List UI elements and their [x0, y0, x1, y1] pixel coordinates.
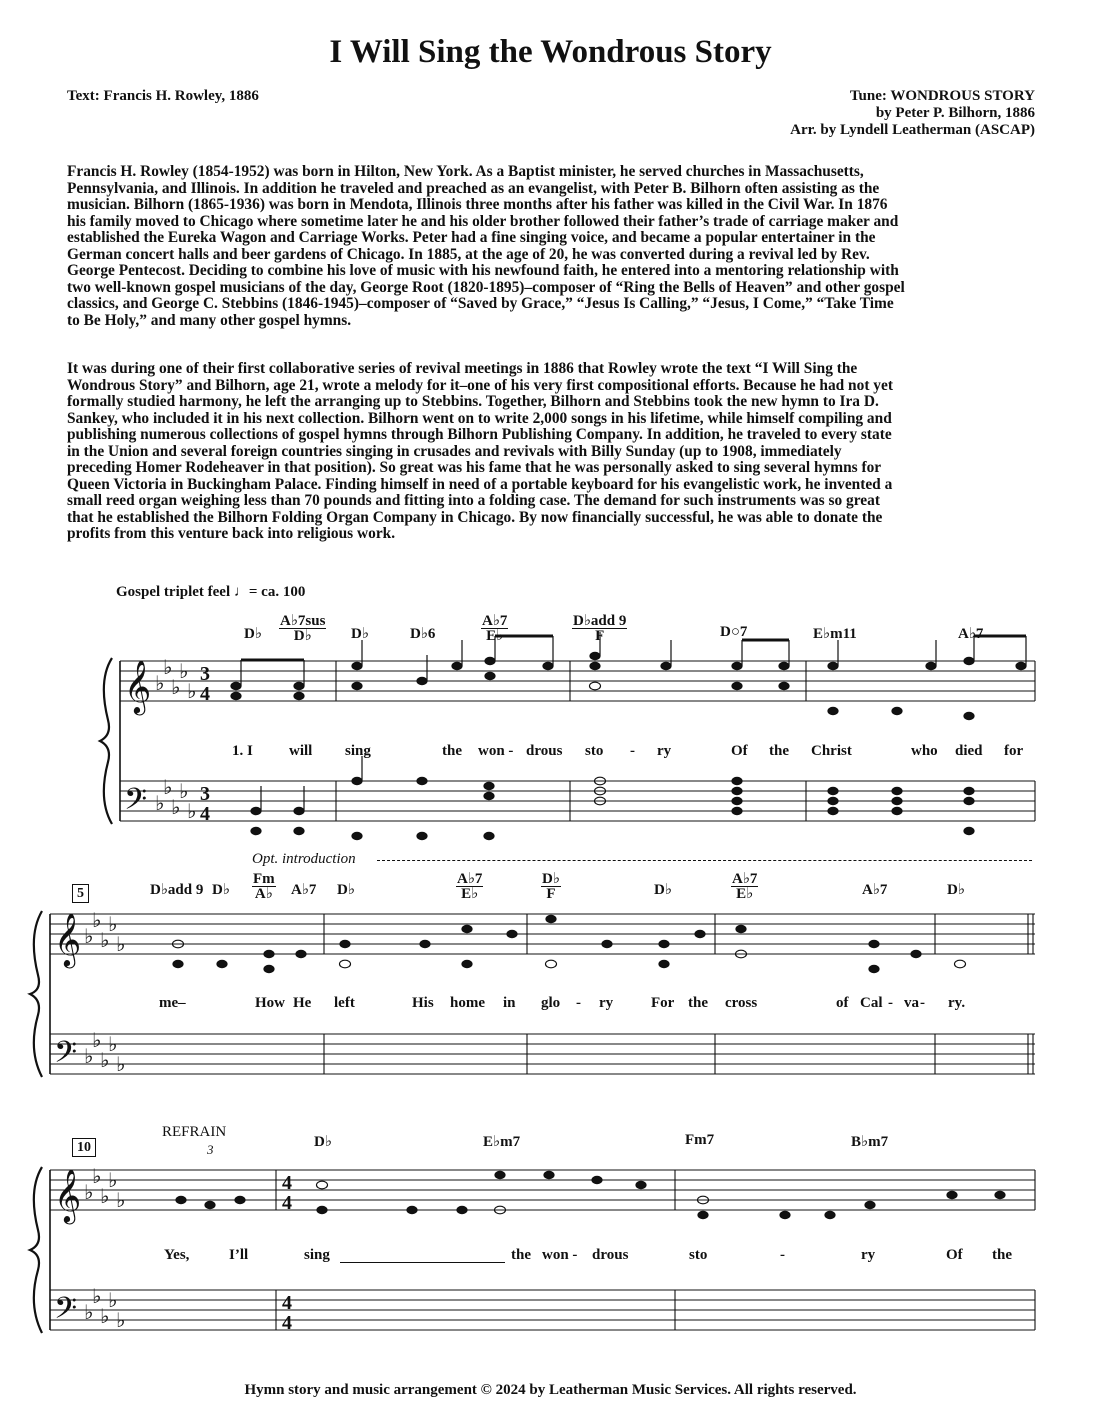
story-line: George Pentecost. Deciding to combine his love of music with his newfound faith, he entered into a mentoring relationship with	[67, 262, 899, 279]
lyric-syllable: sto	[689, 1247, 708, 1263]
svg-text:4: 4	[282, 1172, 292, 1194]
lyric-syllable: left	[334, 995, 355, 1011]
lyric-syllable: Yes,	[164, 1247, 190, 1263]
optional-introduction-bracket	[377, 860, 1032, 861]
svg-text:♭: ♭	[92, 1164, 102, 1188]
chord-symbol: D♭	[654, 882, 672, 898]
story-line: in the Union and several foreign countries singing in crusades and revivals with Billy Sunday (up to 1908, immediately	[67, 442, 842, 460]
chord-bass: F	[546, 886, 556, 902]
svg-text:♭: ♭	[100, 928, 110, 952]
composer-credit: by Peter P. Bilhorn, 1886	[875, 105, 1035, 121]
triplet-marker: 3	[207, 1142, 214, 1157]
key-signature-flats	[84, 655, 196, 1332]
lyric-syllable: ry.	[948, 995, 966, 1011]
story-line: publishing numerous collections of gospel hymns through Bilhorn Publishing Company. In addition, he traveled to every state	[67, 426, 892, 443]
notes	[173, 632, 1027, 1219]
treble-clef-icon: 𝄞	[54, 912, 82, 966]
chord-symbol	[541, 872, 561, 901]
lyric-syllable: -	[920, 995, 925, 1011]
tune-name: Tune: WONDROUS STORY	[849, 88, 1035, 104]
svg-text:♭: ♭	[187, 799, 197, 823]
bass-clef-icon: 𝄢	[54, 1036, 78, 1077]
lyric-syllable: drous	[592, 1247, 629, 1263]
lyric-syllable: sto	[585, 743, 604, 759]
chord-symbol: D♭6	[410, 626, 436, 642]
system-2-bass-staff	[50, 1034, 1035, 1074]
svg-text:4: 4	[200, 803, 210, 825]
svg-text:♭: ♭	[116, 1052, 126, 1076]
chord-symbol: D♭	[314, 1134, 332, 1150]
chord-symbol: A♭7	[958, 626, 984, 642]
svg-text:♭: ♭	[116, 932, 126, 956]
story-line: established the Eureka Wagon and Carriage Works. Peter had a fine singing voice, and became a popular entertainer in the	[67, 229, 876, 246]
lyric-syllable: me–	[159, 995, 186, 1011]
chord-upper: A♭7	[482, 613, 508, 629]
chord-symbol	[279, 614, 326, 643]
svg-text:♭: ♭	[179, 659, 189, 683]
story-line: musician. Bilhorn (1865-1936) was born in Mendota, Illinois three months after his father was killed in the Civil War. In 1876	[67, 196, 888, 213]
lyric-syllable: the	[442, 743, 462, 759]
svg-text:4: 4	[282, 1312, 292, 1334]
chord-symbol: B♭m7	[851, 1134, 889, 1150]
svg-text:♭: ♭	[108, 912, 118, 936]
tempo-marking: Gospel triplet feel ♩= ca. 100	[116, 584, 306, 600]
treble-clef-icon: 𝄞	[54, 1168, 82, 1222]
svg-text:♭: ♭	[187, 679, 197, 703]
svg-text:♭: ♭	[92, 1284, 102, 1308]
lyric-syllable: -	[888, 995, 893, 1011]
svg-text:♭: ♭	[84, 1300, 94, 1324]
chord-upper: A♭7	[457, 871, 483, 887]
chord-symbol	[252, 872, 276, 901]
lyric-syllable: the	[992, 1247, 1012, 1263]
svg-text:♭: ♭	[100, 1184, 110, 1208]
svg-text:♭: ♭	[100, 1304, 110, 1328]
lyric-syllable: won -	[478, 743, 514, 759]
chord-symbol	[731, 872, 758, 901]
story-line: Sankey, who included it in his next collection. Bilhorn went on to write 2,000 songs in his lifetime, while himself compiling and	[67, 409, 892, 427]
svg-text:♭: ♭	[84, 924, 94, 948]
lyric-syllable: sing	[345, 743, 371, 759]
lyric-syllable: sing	[304, 1247, 330, 1263]
chord-symbol: D♭	[337, 882, 355, 898]
measure-number: 10	[72, 1138, 96, 1157]
lyric-syllable: ry	[657, 743, 672, 759]
svg-text:♭: ♭	[108, 1032, 118, 1056]
lyric-syllable: -	[630, 743, 635, 759]
bass-clef-icon: 𝄢	[124, 783, 148, 824]
svg-text:3: 3	[200, 783, 210, 805]
lyric-syllable: 1. I	[232, 743, 253, 759]
lyric-syllable: the	[688, 995, 708, 1011]
lyric-syllable: He	[293, 995, 312, 1011]
svg-text:♭: ♭	[163, 775, 173, 799]
lyric-syllable: glo	[541, 995, 561, 1011]
svg-text:♭: ♭	[92, 1028, 102, 1052]
chord-symbol: A♭7	[291, 882, 317, 898]
chord-symbol: E♭m11	[813, 626, 857, 642]
chord-upper: A♭7	[732, 871, 758, 887]
svg-text:♭: ♭	[171, 795, 181, 819]
chord-upper: D♭add 9	[573, 613, 627, 629]
story-line: German concert halls and beer gardens of Chicago. In 1885, at the age of 20, he was converted during a revival led by Rev.	[67, 245, 870, 263]
lyric-syllable: Christ	[811, 743, 852, 759]
svg-text:♭: ♭	[179, 779, 189, 803]
lyric-syllable: ry	[861, 1247, 876, 1263]
svg-text:♭: ♭	[84, 1044, 94, 1068]
chord-symbol	[572, 614, 627, 643]
svg-text:4: 4	[200, 683, 210, 705]
chord-symbol	[481, 614, 508, 643]
lyric-extender	[340, 1262, 505, 1263]
lyric-syllable: For	[651, 995, 675, 1011]
story-line: two well-known gospel musicians of the day, George Root (1820-1895)–composer of “Ring the Bells of Heaven” and other gospel	[67, 278, 905, 296]
svg-text:4: 4	[282, 1192, 292, 1214]
lyric-syllable: Cal	[860, 995, 883, 1011]
svg-text:♭: ♭	[171, 675, 181, 699]
lyric-syllable: home	[450, 995, 485, 1011]
svg-text:♭: ♭	[108, 1288, 118, 1312]
chord-bass: E♭	[486, 628, 504, 644]
chord-bass: A♭	[254, 886, 273, 902]
chord-symbol: D○7	[720, 624, 748, 640]
story-line: profits from this venture back into religious work.	[67, 525, 396, 542]
chord-bass: E♭	[461, 886, 479, 902]
story-line: small reed organ weighing less than 70 pounds and fitting into a folding case. The demand for such instruments was so great	[67, 492, 880, 509]
lyric-syllable: won -	[542, 1247, 578, 1263]
system-3-bass-staff	[50, 1290, 1035, 1330]
lyric-syllable: drous	[526, 743, 563, 759]
chord-symbol	[456, 872, 483, 901]
lyric-syllable: I’ll	[229, 1247, 249, 1263]
lyric-syllable: died	[955, 743, 983, 759]
lyric-syllable: -	[780, 1247, 785, 1263]
lyric-syllable: in	[503, 995, 516, 1011]
lyric-syllable: How	[255, 995, 285, 1011]
story-line: Pennsylvania, and Illinois. In addition he traveled and preached as an evangelist, with Peter B. Bilhorn often assisting as the	[67, 179, 880, 197]
measure-number: 5	[72, 884, 89, 903]
svg-text:4: 4	[282, 1292, 292, 1314]
chord-symbol: D♭add 9	[150, 882, 204, 898]
svg-text:♭: ♭	[92, 908, 102, 932]
lyric-syllable: ry	[599, 995, 614, 1011]
story-line: formally studied harmony, he left the arranging up to Stebbins. Together, Bilhorn and Stebbins took the new hymn to Ira D.	[67, 393, 879, 410]
chord-upper: A♭7sus	[280, 613, 326, 629]
copyright-footer: Hymn story and music arrangement © 2024 by Leatherman Music Services. All rights reserved.	[244, 1382, 857, 1398]
svg-text:♭: ♭	[84, 1180, 94, 1204]
svg-text:♭: ♭	[116, 1188, 126, 1212]
chord-symbol: D♭	[244, 626, 262, 642]
story-line: Queen Victoria in Buckingham Palace. Finding himself in need of a portable keyboard for his evangelistic work, he invented a	[67, 475, 893, 493]
page-title: I Will Sing the Wondrous Story	[329, 34, 772, 70]
lyric-syllable: the	[769, 743, 789, 759]
svg-text:♭: ♭	[108, 1168, 118, 1192]
text-credit: Text: Francis H. Rowley, 1886	[67, 88, 259, 104]
lyric-syllable: va	[904, 995, 919, 1011]
system-3-treble-staff	[50, 1170, 1035, 1210]
svg-text:♭: ♭	[163, 655, 173, 679]
system-2-treble-staff	[50, 914, 1035, 954]
lyric-syllable: cross	[725, 995, 758, 1011]
bass-clef-icon: 𝄢	[54, 1292, 78, 1333]
lyric-syllable: of	[836, 995, 849, 1011]
optional-introduction-label: Opt. introduction	[252, 851, 356, 867]
chord-upper: D♭	[542, 871, 560, 887]
story-line: his family moved to Chicago where sometime later he and his older brother followed their father’s trade of carriage maker and	[67, 212, 899, 230]
svg-text:♭: ♭	[155, 791, 165, 815]
lyric-syllable: for	[1004, 743, 1024, 759]
chord-bass: D♭	[293, 628, 312, 644]
story-line: Wondrous Story” and Bilhorn, age 21, wrote a melody for it–one of his very first compositional efforts. Because he had not yet	[67, 376, 893, 394]
lyric-syllable: will	[289, 743, 313, 759]
chord-symbol: E♭m7	[483, 1134, 521, 1150]
story-line: classics, and George C. Stebbins (1846-1945)–composer of “Saved by Grace,” “Jesus Is Calling,” “Jesus, I Come,” “Take Time	[67, 295, 894, 312]
chord-bass: E♭	[736, 886, 754, 902]
chord-symbol: D♭	[212, 882, 230, 898]
arranger-credit: Arr. by Lyndell Leatherman (ASCAP)	[790, 122, 1035, 138]
story-line: It was during one of their first collaborative series of revival meetings in 1886 that Rowley wrote the text “I Will Sing the	[67, 360, 858, 377]
chord-bass: F	[595, 628, 605, 644]
lyric-syllable: Of	[946, 1247, 963, 1263]
chord-upper: Fm	[253, 871, 275, 887]
lyric-syllable: His	[412, 995, 434, 1011]
story-line: Francis H. Rowley (1854-1952) was born in Hilton, New York. As a Baptist minister, he served churches in Massachusetts,	[67, 163, 864, 180]
story-line: that he established the Bilhorn Folding Organ Company in Chicago. By now financially successful, he was able to donate the	[67, 508, 883, 526]
lyric-syllable: the	[511, 1247, 531, 1263]
chord-symbol: D♭	[351, 626, 369, 642]
lyric-syllable: Of	[731, 743, 748, 759]
chord-symbol: D♭	[947, 882, 965, 898]
refrain-label: REFRAIN	[162, 1124, 227, 1140]
chord-symbol: A♭7	[862, 882, 888, 898]
svg-text:3: 3	[200, 663, 210, 685]
story-line: preceding Homer Rodeheaver in that position). So great was his fame that he was personally asked to sing several hymns for	[67, 459, 882, 476]
svg-text:♭: ♭	[155, 671, 165, 695]
svg-text:♭: ♭	[100, 1048, 110, 1072]
svg-text:♭: ♭	[116, 1308, 126, 1332]
lyric-syllable: -	[576, 995, 581, 1011]
chord-symbol: Fm7	[685, 1132, 715, 1148]
story-line: to Be Holy,” and many other gospel hymns.	[67, 311, 352, 329]
system-1-treble-staff	[120, 661, 1035, 701]
lyric-syllable: who	[911, 743, 938, 759]
treble-clef-icon: 𝄞	[124, 659, 152, 713]
